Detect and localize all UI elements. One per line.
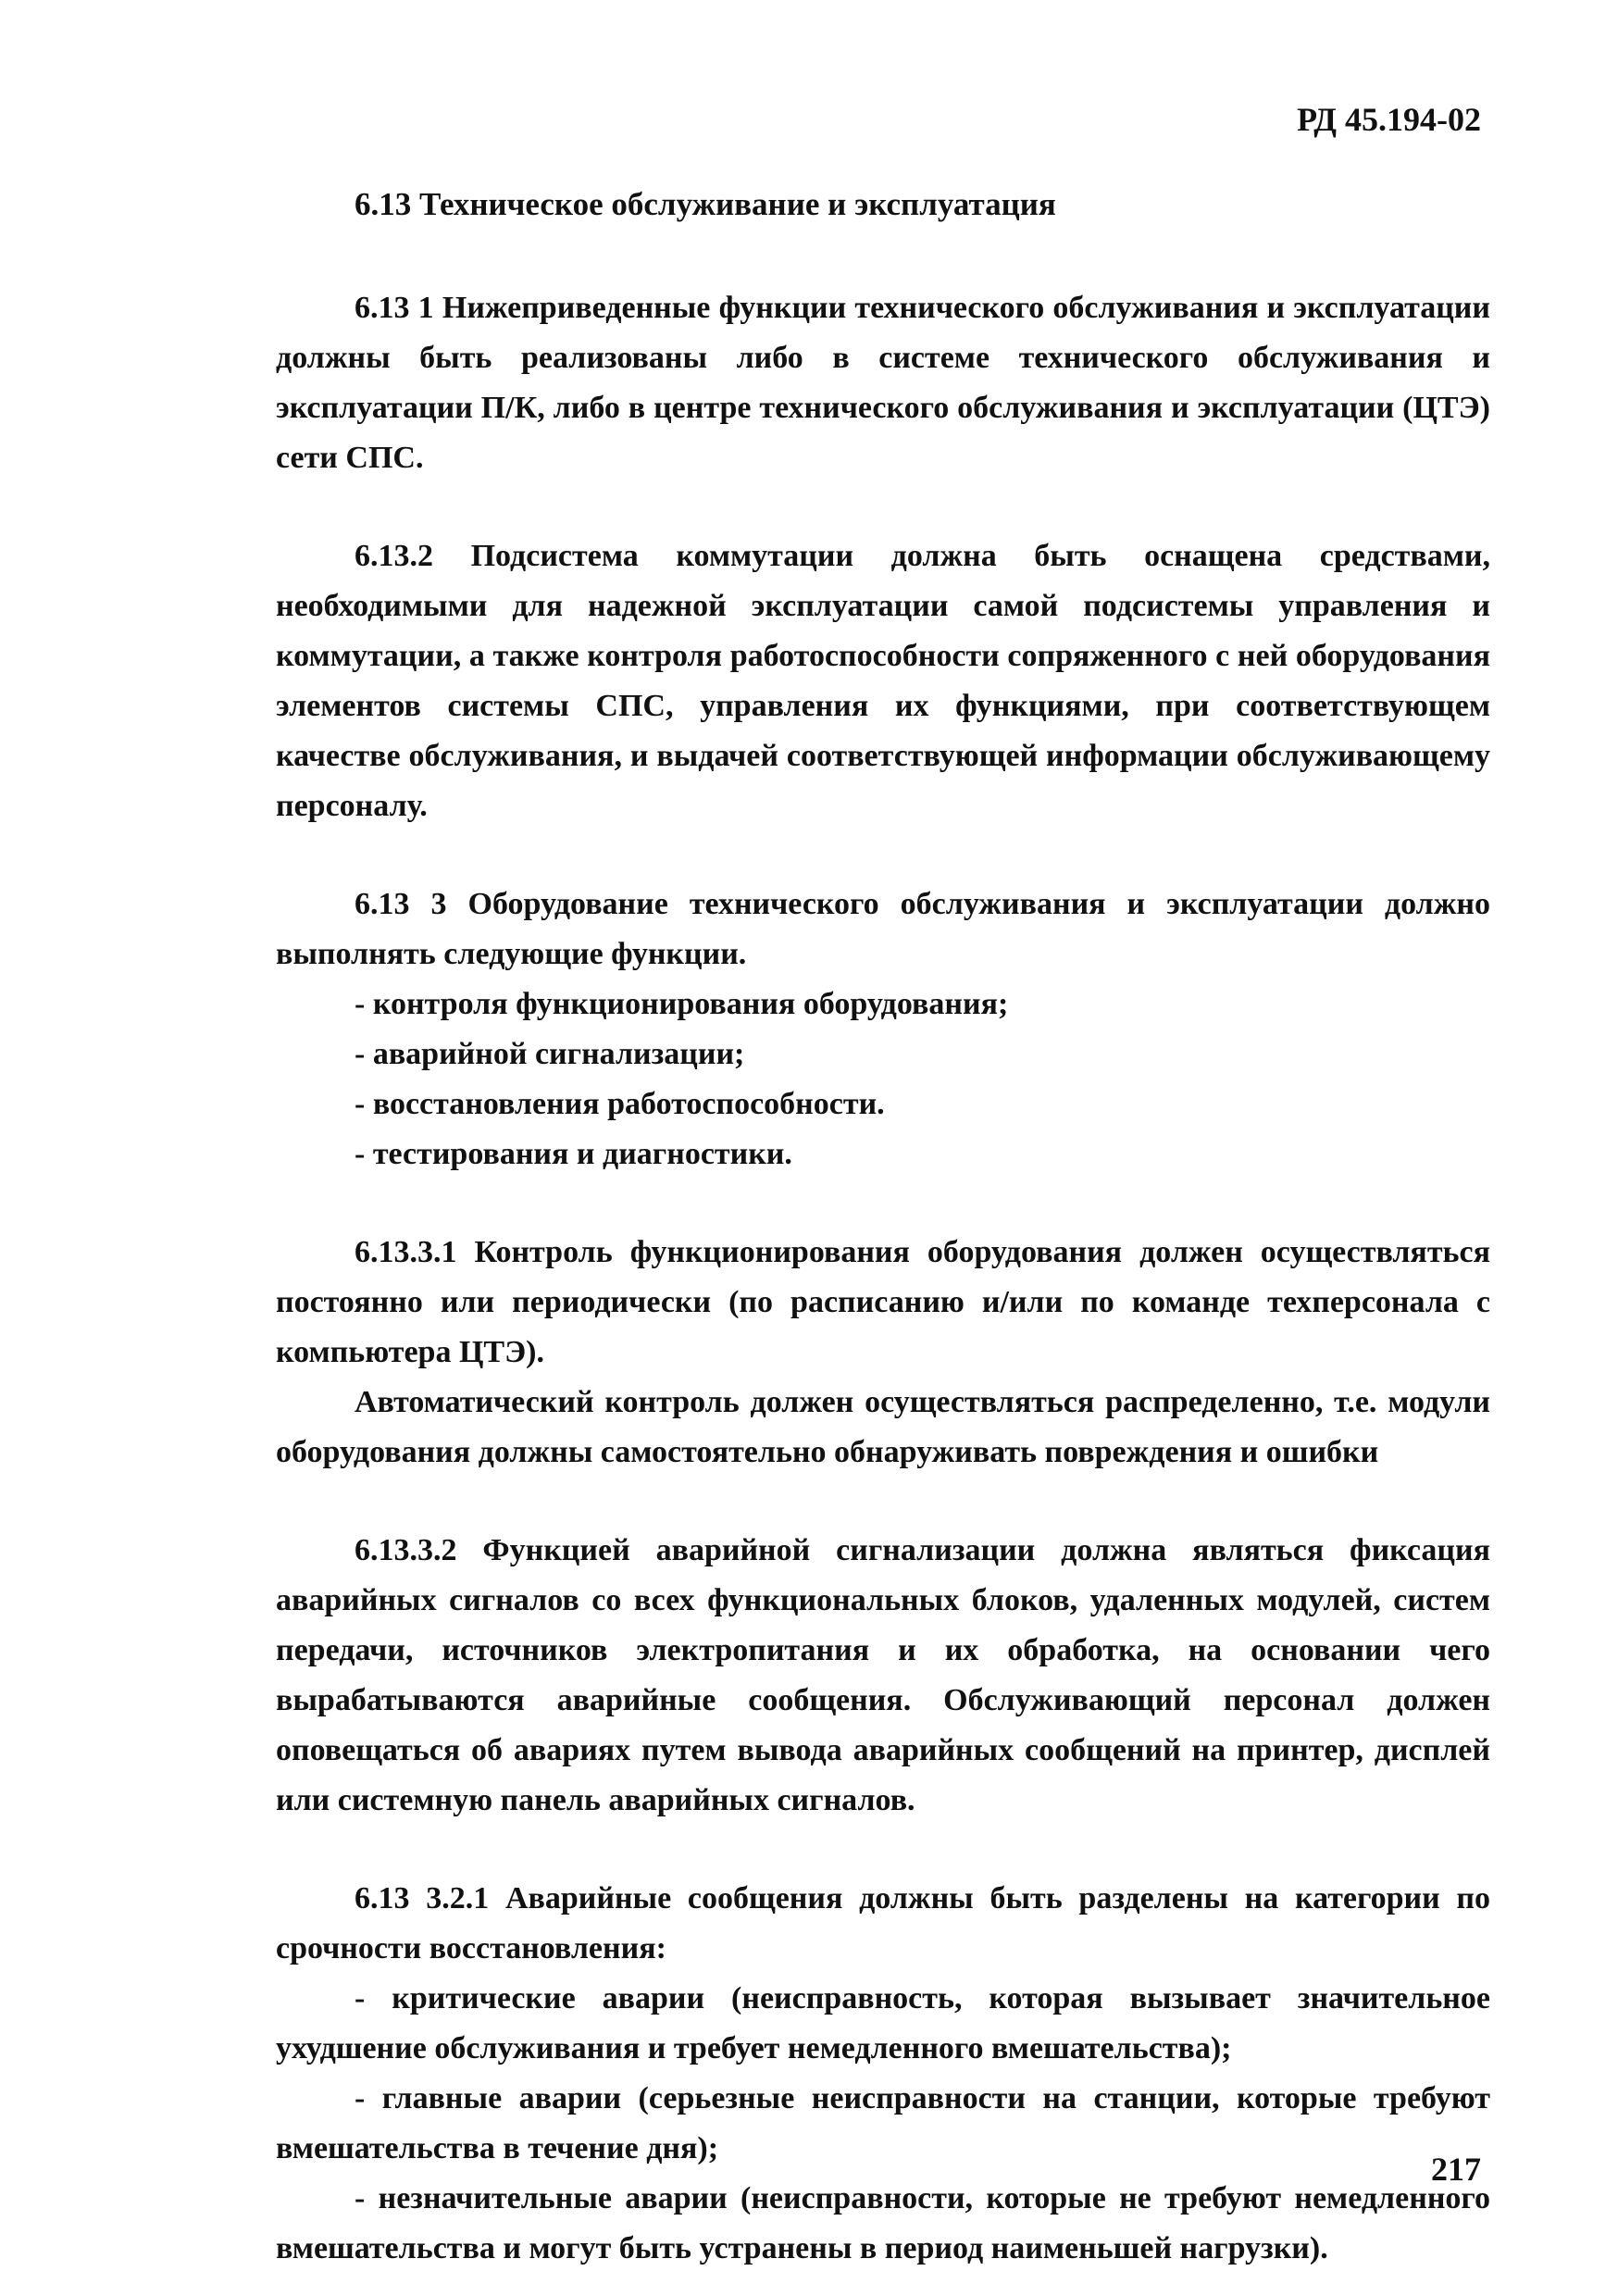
list-item: - незначительные аварии (неисправности, которые не требуют немедленного вмешательства и могут быть устранены в период наименьшей нагрузки).	[276, 2181, 1490, 2265]
document-body	[276, 185, 1490, 2274]
document-code: РД 45.194-02	[1297, 101, 1481, 138]
paragraph-6-13-3: 6.13 3 Оборудование технического обслуживания и эксплуатации должно выполнять следующие функции.	[276, 887, 1490, 971]
list-item: - контроля функционирования оборудования;	[355, 987, 1009, 1021]
list-item: - главные аварии (серьезные неисправности на станции, которые требуют вмешательства в течение дня);	[276, 2081, 1490, 2165]
list-item: - критические аварии (неисправность, которая вызывает значительное ухудшение обслуживания и требует немедленного вмешательства);	[276, 1981, 1490, 2065]
paragraph-6-13-2: 6.13.2 Подсистема коммутации должна быть оснащена средствами, необходимыми для надежной эксплуатации самой подсистемы управления и коммутации, а также контроля работоспособности сопряженного с ней оборудования элементов системы СПС, управления их функциями, при соответствующем качестве обслуживания, и выдачей соответствующей информации обслуживающему персоналу.	[276, 539, 1490, 823]
list-item: - восстановления работоспособности.	[355, 1087, 885, 1121]
page-number: 217	[1431, 2151, 1481, 2188]
paragraph-6-13-3-2: 6.13.3.2 Функцией аварийной сигнализации должна являться фиксация аварийных сигналов со всех функциональных блоков, удаленных модулей, систем передачи, источников электропитания и их обработка, на основании чего вырабатываются аварийные сообщения. Обслуживающий персонал должен оповещаться об авариях путем вывода аварийных сообщений на принтер, дисплей или системную панель аварийных сигналов.	[276, 1533, 1490, 1817]
paragraph-6-13-1: 6.13 1 Нижеприведенные функции технического обслуживания и эксплуатации должны быть реализованы либо в системе технического обслуживания и эксплуатации П/К, либо в центре технического обслуживания и эксплуатации (ЦТЭ) сети СПС.	[276, 291, 1490, 475]
paragraph-6-13-3-2-1: 6.13 3.2.1 Аварийные сообщения должны быть разделены на категории по срочности восстановления:	[276, 1881, 1490, 1965]
list-item: - тестирования и диагностики.	[355, 1137, 792, 1171]
paragraph-6-13-3-1: 6.13.3.1 Контроль функционирования оборудования должен осуществляться постоянно или периодически (по расписанию и/или по команде техперсонала с компьютера ЦТЭ).	[276, 1235, 1490, 1369]
paragraph-auto-control: Автоматический контроль должен осуществляться распределенно, т.е. модули оборудования должны самостоятельно обнаруживать повреждения и ошибки	[276, 1385, 1490, 1469]
section-title: 6.13 Техническое обслуживание и эксплуатация	[355, 186, 1056, 222]
list-item: - аварийной сигнализации;	[355, 1037, 745, 1071]
